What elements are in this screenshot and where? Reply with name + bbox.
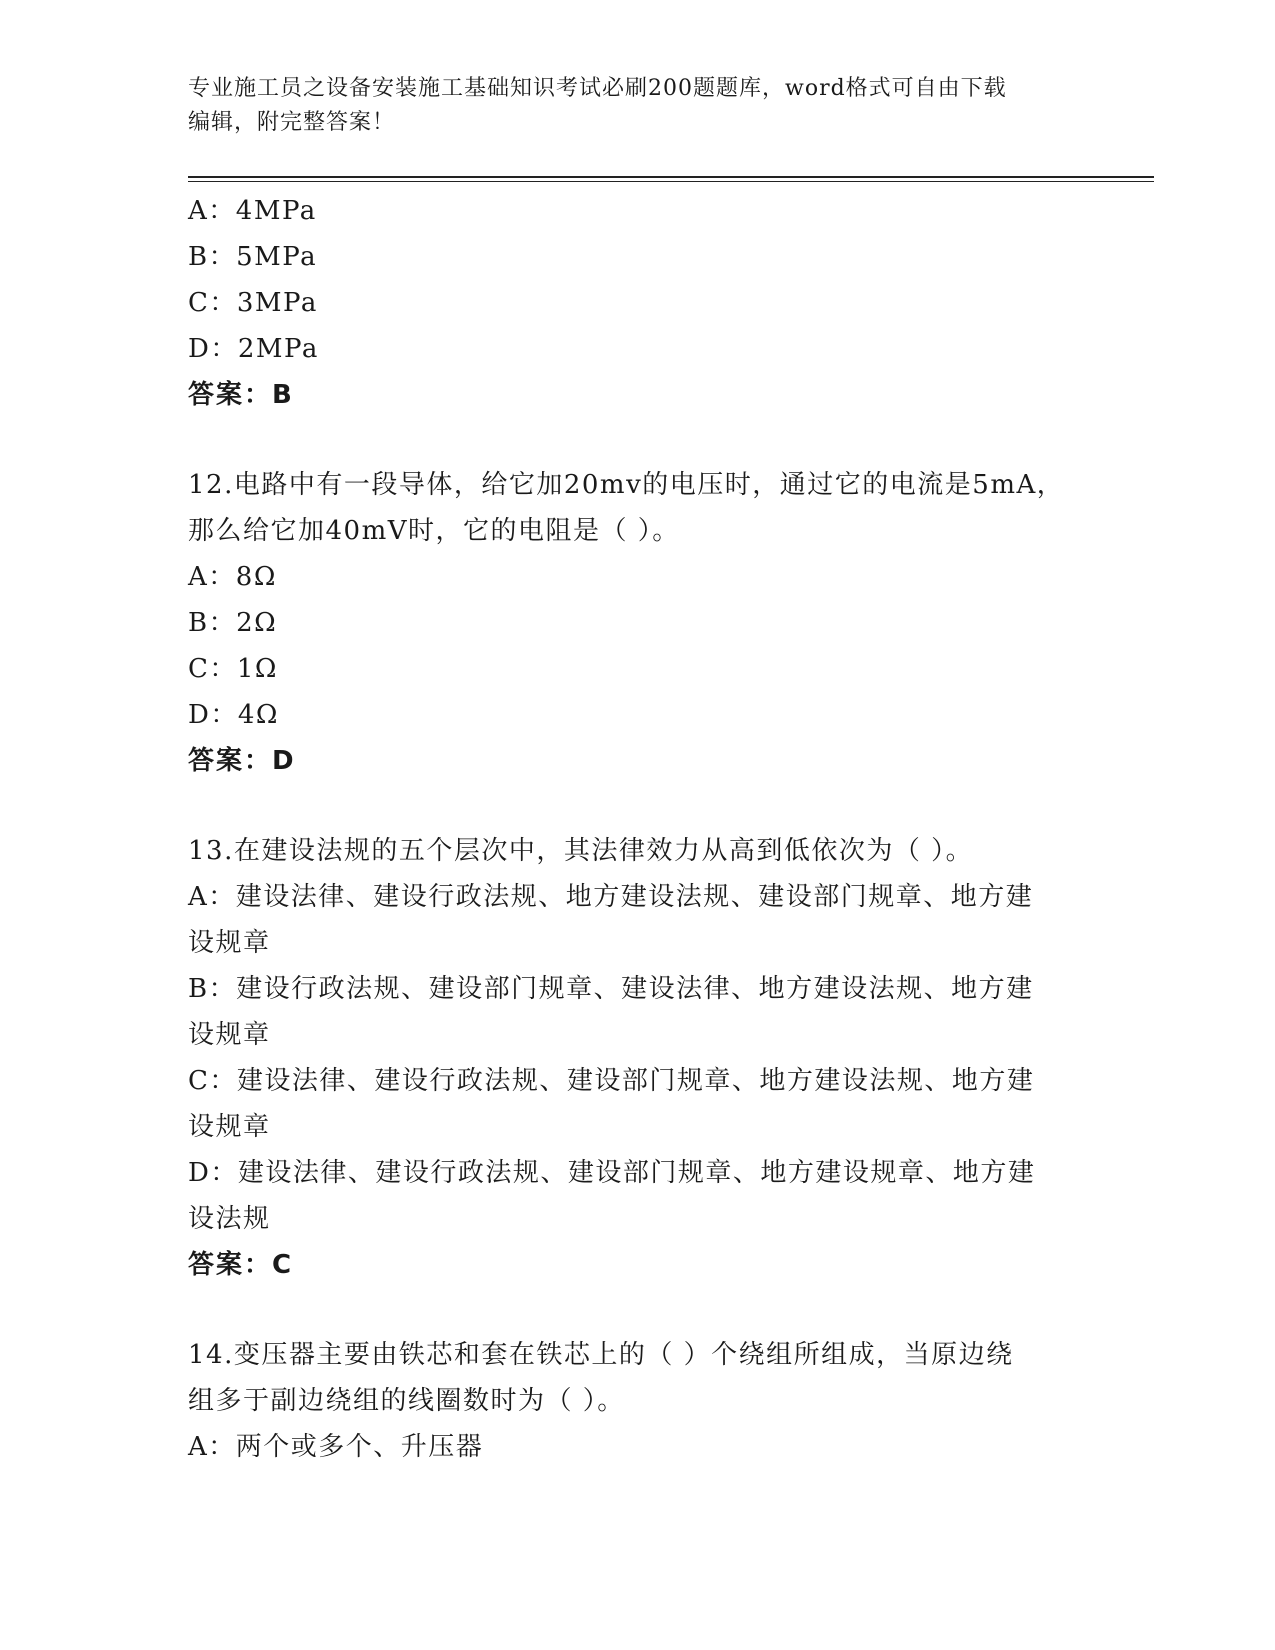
header-line-2: 编辑，附完整答案！ bbox=[188, 110, 396, 135]
option-c: C：建设法律、建设行政法规、建设部门规章、地方建设法规、地方建 bbox=[188, 1066, 1035, 1096]
question-block-11 bbox=[188, 188, 1088, 418]
option-a: A：4MPa bbox=[188, 196, 317, 226]
option-c: C：3MPa bbox=[188, 288, 318, 318]
option-b: B：2Ω bbox=[188, 608, 278, 638]
question-block-13 bbox=[188, 828, 1088, 1288]
option-d: D：2MPa bbox=[188, 334, 319, 364]
question-stem: 13.在建设法规的五个层次中，其法律效力从高到低依次为（ ）。 bbox=[188, 836, 974, 866]
option-b-continued: 设规章 bbox=[188, 1020, 271, 1050]
option-b: B：建设行政法规、建设部门规章、建设法律、地方建设法规、地方建 bbox=[188, 974, 1034, 1004]
header-rule-thick bbox=[188, 176, 1154, 178]
question-stem: 14.变压器主要由铁芯和套在铁芯上的（ ）个绕组所组成，当原边绕 bbox=[188, 1340, 1014, 1370]
question-block-14 bbox=[188, 1332, 1088, 1470]
option-d: D：建设法律、建设行政法规、建设部门规章、地方建设规章、地方建 bbox=[188, 1158, 1036, 1188]
answer-line: 答案：C bbox=[188, 1250, 294, 1280]
option-a: A：8Ω bbox=[188, 562, 277, 592]
document-body bbox=[188, 188, 1088, 1470]
option-a: A：两个或多个、升压器 bbox=[188, 1432, 484, 1462]
page-header bbox=[188, 72, 1068, 140]
answer-line: 答案：D bbox=[188, 746, 296, 776]
header-line-1: 专业施工员之设备安装施工基础知识考试必刷200题题库，word格式可自由下载 bbox=[188, 76, 1007, 101]
option-b: B：5MPa bbox=[188, 242, 318, 272]
option-d: D：4Ω bbox=[188, 700, 279, 730]
option-c-continued: 设规章 bbox=[188, 1112, 271, 1142]
question-stem: 12.电路中有一段导体，给它加20mv的电压时，通过它的电流是5mA， bbox=[188, 470, 1065, 500]
question-stem: 组多于副边绕组的线圈数时为（ ）。 bbox=[188, 1386, 625, 1416]
header-rule-thin bbox=[188, 181, 1154, 182]
answer-line: 答案：B bbox=[188, 380, 294, 410]
option-a: A：建设法律、建设行政法规、地方建设法规、建设部门规章、地方建 bbox=[188, 882, 1034, 912]
option-c: C：1Ω bbox=[188, 654, 278, 684]
option-a-continued: 设规章 bbox=[188, 928, 271, 958]
question-block-12 bbox=[188, 462, 1088, 784]
question-stem: 那么给它加40mV时，它的电阻是（ ）。 bbox=[188, 516, 680, 546]
option-d-continued: 设法规 bbox=[188, 1204, 271, 1234]
